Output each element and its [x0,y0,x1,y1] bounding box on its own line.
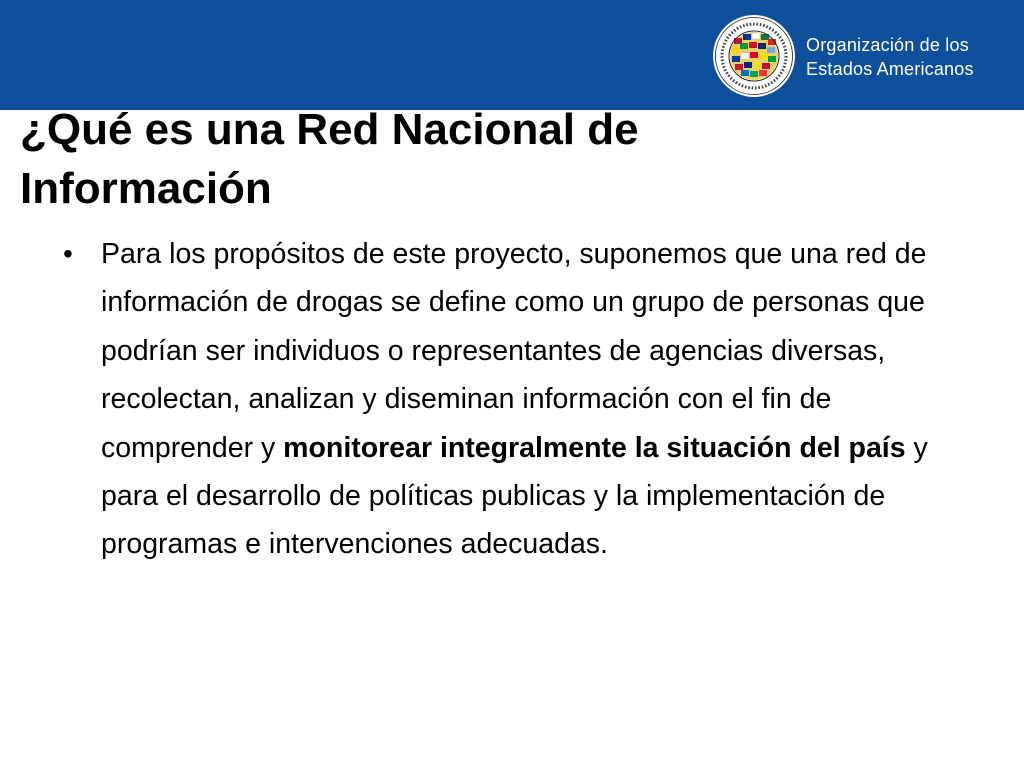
org-name-line-1: Organización de los [806,35,969,55]
org-name-line-2: Estados Americanos [806,59,974,79]
bullet-icon: • [63,238,73,269]
bullet-list [63,230,968,569]
oas-seal-logo [712,14,796,98]
organization-name [806,33,974,81]
bullet-text-start: Para los propósitos de este proyecto, suponemos que una red de información de drogas se define como un grupo de personas que podrían ser individuos o representantes de agencias diversas, recolectan, analizan y diseminan información con el fin de comprender y [101,238,927,464]
header-band [0,0,1024,110]
slide-title [20,100,880,218]
slide-title-line-1: ¿Qué es una Red Nacional de [20,105,639,154]
bullet-text-bold: monitorear integralmente la situación del país [283,431,906,464]
bullet-text-end: y para el desarrollo de políticas publicas y la implementación de programas e intervenciones adecuadas. [101,431,928,561]
bullet-item [63,230,968,569]
slide-title-line-2: Información [20,164,272,213]
